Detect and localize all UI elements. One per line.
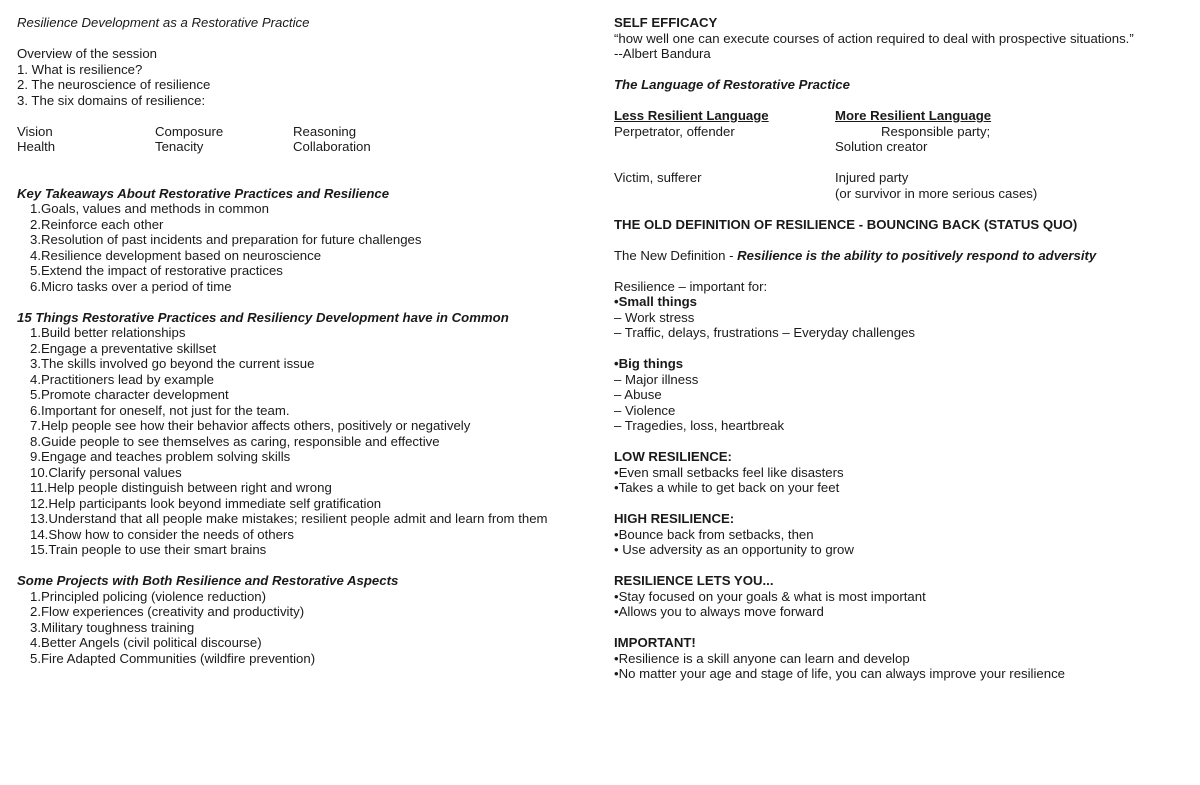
projects-list bbox=[17, 589, 597, 667]
overview-list bbox=[17, 62, 597, 109]
domain-composure: Composure bbox=[155, 123, 224, 139]
list-item: 1. What is resilience? bbox=[17, 61, 143, 77]
row1-more-b: Solution creator bbox=[835, 139, 928, 154]
list-item: – Work stress bbox=[614, 309, 695, 325]
list-item: 4.Better Angels (civil political discourse) bbox=[30, 635, 262, 650]
domains-grid bbox=[17, 124, 597, 155]
language-table bbox=[614, 108, 1194, 201]
list-item: •Even small setbacks feel like disasters bbox=[614, 464, 844, 480]
list-item: 9.Engage and teaches problem solving skills bbox=[30, 449, 291, 464]
list-item: 10.Clarify personal values bbox=[30, 464, 182, 480]
common-heading: 15 Things Restorative Practices and Resiliency Development have in Common bbox=[17, 309, 509, 325]
domain-reasoning: Reasoning bbox=[293, 123, 357, 139]
list-item: 14.Show how to consider the needs of others bbox=[30, 526, 294, 542]
list-item: 12.Help participants look beyond immediate self gratification bbox=[30, 495, 382, 511]
list-item: •Resilience is a skill anyone can learn and develop bbox=[614, 650, 910, 666]
projects-heading: Some Projects with Both Resilience and Restorative Aspects bbox=[17, 573, 399, 588]
list-item: 1.Goals, values and methods in common bbox=[30, 201, 269, 216]
resilience-lets-you-heading: RESILIENCE LETS YOU... bbox=[614, 573, 774, 588]
list-item: 15.Train people to use their smart brains bbox=[30, 542, 267, 557]
list-item: •Bounce back from setbacks, then bbox=[614, 526, 814, 542]
high-resilience-heading: HIGH RESILIENCE: bbox=[614, 511, 735, 526]
list-item: 2.Reinforce each other bbox=[30, 216, 164, 232]
list-item: 7.Help people see how their behavior affects others, positively or negatively bbox=[30, 418, 471, 433]
common-list bbox=[17, 325, 597, 558]
important-for: Resilience – important for: bbox=[614, 278, 768, 294]
overview-heading: Overview of the session bbox=[17, 46, 157, 61]
row1-less: Perpetrator, offender bbox=[614, 123, 735, 139]
old-definition: THE OLD DEFINITION OF RESILIENCE - BOUNCING BACK (STATUS QUO) bbox=[614, 216, 1078, 232]
new-definition-text: Resilience is the ability to positively respond to adversity bbox=[737, 247, 1097, 263]
self-efficacy-quote: “how well one can execute courses of action required to deal with prospective situations.” bbox=[614, 30, 1134, 46]
page-title: Resilience Development as a Restorative Practice bbox=[17, 15, 310, 30]
domain-health: Health bbox=[17, 139, 56, 154]
small-things-heading: •Small things bbox=[614, 294, 698, 309]
new-definition bbox=[614, 248, 1194, 264]
language-heading: The Language of Restorative Practice bbox=[614, 77, 850, 92]
list-item: 3.Resolution of past incidents and preparation for future challenges bbox=[30, 232, 422, 247]
list-item: 11.Help people distinguish between right and wrong bbox=[30, 480, 332, 495]
list-item: 4.Practitioners lead by example bbox=[30, 371, 214, 387]
takeaways-list bbox=[17, 201, 597, 294]
list-item: 6.Important for oneself, not just for the team. bbox=[30, 402, 290, 418]
row2-more-b: (or survivor in more serious cases) bbox=[835, 185, 1038, 201]
list-item: •Takes a while to get back on your feet bbox=[614, 480, 840, 495]
list-item: •Allows you to always move forward bbox=[614, 604, 824, 619]
self-efficacy-heading: SELF EFFICACY bbox=[614, 15, 718, 30]
list-item: •Stay focused on your goals & what is most important bbox=[614, 588, 926, 604]
right-column bbox=[614, 15, 1194, 682]
row2-less: Victim, sufferer bbox=[614, 170, 702, 185]
important-heading: IMPORTANT! bbox=[614, 635, 696, 650]
domain-collaboration: Collaboration bbox=[293, 139, 371, 154]
list-item: 1.Build better relationships bbox=[30, 325, 186, 340]
row1-more-a: Responsible party; bbox=[881, 123, 991, 139]
domain-vision: Vision bbox=[17, 123, 53, 139]
takeaways-heading: Key Takeaways About Restorative Practices and Resilience bbox=[17, 185, 390, 201]
list-item: – Traffic, delays, frustrations – Everyday challenges bbox=[614, 325, 916, 340]
list-item: 6.Micro tasks over a period of time bbox=[30, 278, 232, 294]
list-item: 1.Principled policing (violence reduction) bbox=[30, 588, 267, 604]
list-item: 2.Flow experiences (creativity and productivity) bbox=[30, 604, 305, 619]
list-item: 5.Promote character development bbox=[30, 387, 229, 402]
list-item: – Major illness bbox=[614, 371, 699, 387]
left-column bbox=[17, 15, 597, 666]
list-item: 8.Guide people to see themselves as caring, responsible and effective bbox=[30, 433, 440, 449]
list-item: – Abuse bbox=[614, 387, 662, 402]
list-item: – Tragedies, loss, heartbreak bbox=[614, 418, 785, 433]
list-item: 5.Extend the impact of restorative practices bbox=[30, 263, 283, 278]
list-item: 3.Military toughness training bbox=[30, 619, 195, 635]
list-item: 2.Engage a preventative skillset bbox=[30, 340, 217, 356]
list-item: 4.Resilience development based on neuroscience bbox=[30, 247, 322, 263]
list-item: – Violence bbox=[614, 402, 676, 418]
list-item: 3. The six domains of resilience: bbox=[17, 92, 206, 108]
list-item: 2. The neuroscience of resilience bbox=[17, 77, 211, 92]
self-efficacy-author: --Albert Bandura bbox=[614, 46, 711, 61]
list-item: 13.Understand that all people make mistakes; resilient people admit and learn from them bbox=[30, 511, 548, 526]
big-things-heading: •Big things bbox=[614, 356, 684, 371]
domain-tenacity: Tenacity bbox=[155, 139, 204, 154]
new-definition-prefix: The New Definition - bbox=[614, 247, 738, 263]
more-resilient-header: More Resilient Language bbox=[835, 108, 992, 123]
list-item: 5.Fire Adapted Communities (wildfire prevention) bbox=[30, 650, 316, 666]
list-item: 3.The skills involved go beyond the current issue bbox=[30, 356, 315, 371]
less-resilient-header: Less Resilient Language bbox=[614, 108, 769, 123]
low-resilience-heading: LOW RESILIENCE: bbox=[614, 449, 732, 464]
row2-more-a: Injured party bbox=[835, 170, 909, 185]
list-item: • Use adversity as an opportunity to grow bbox=[614, 542, 854, 557]
list-item: •No matter your age and stage of life, you can always improve your resilience bbox=[614, 666, 1066, 681]
